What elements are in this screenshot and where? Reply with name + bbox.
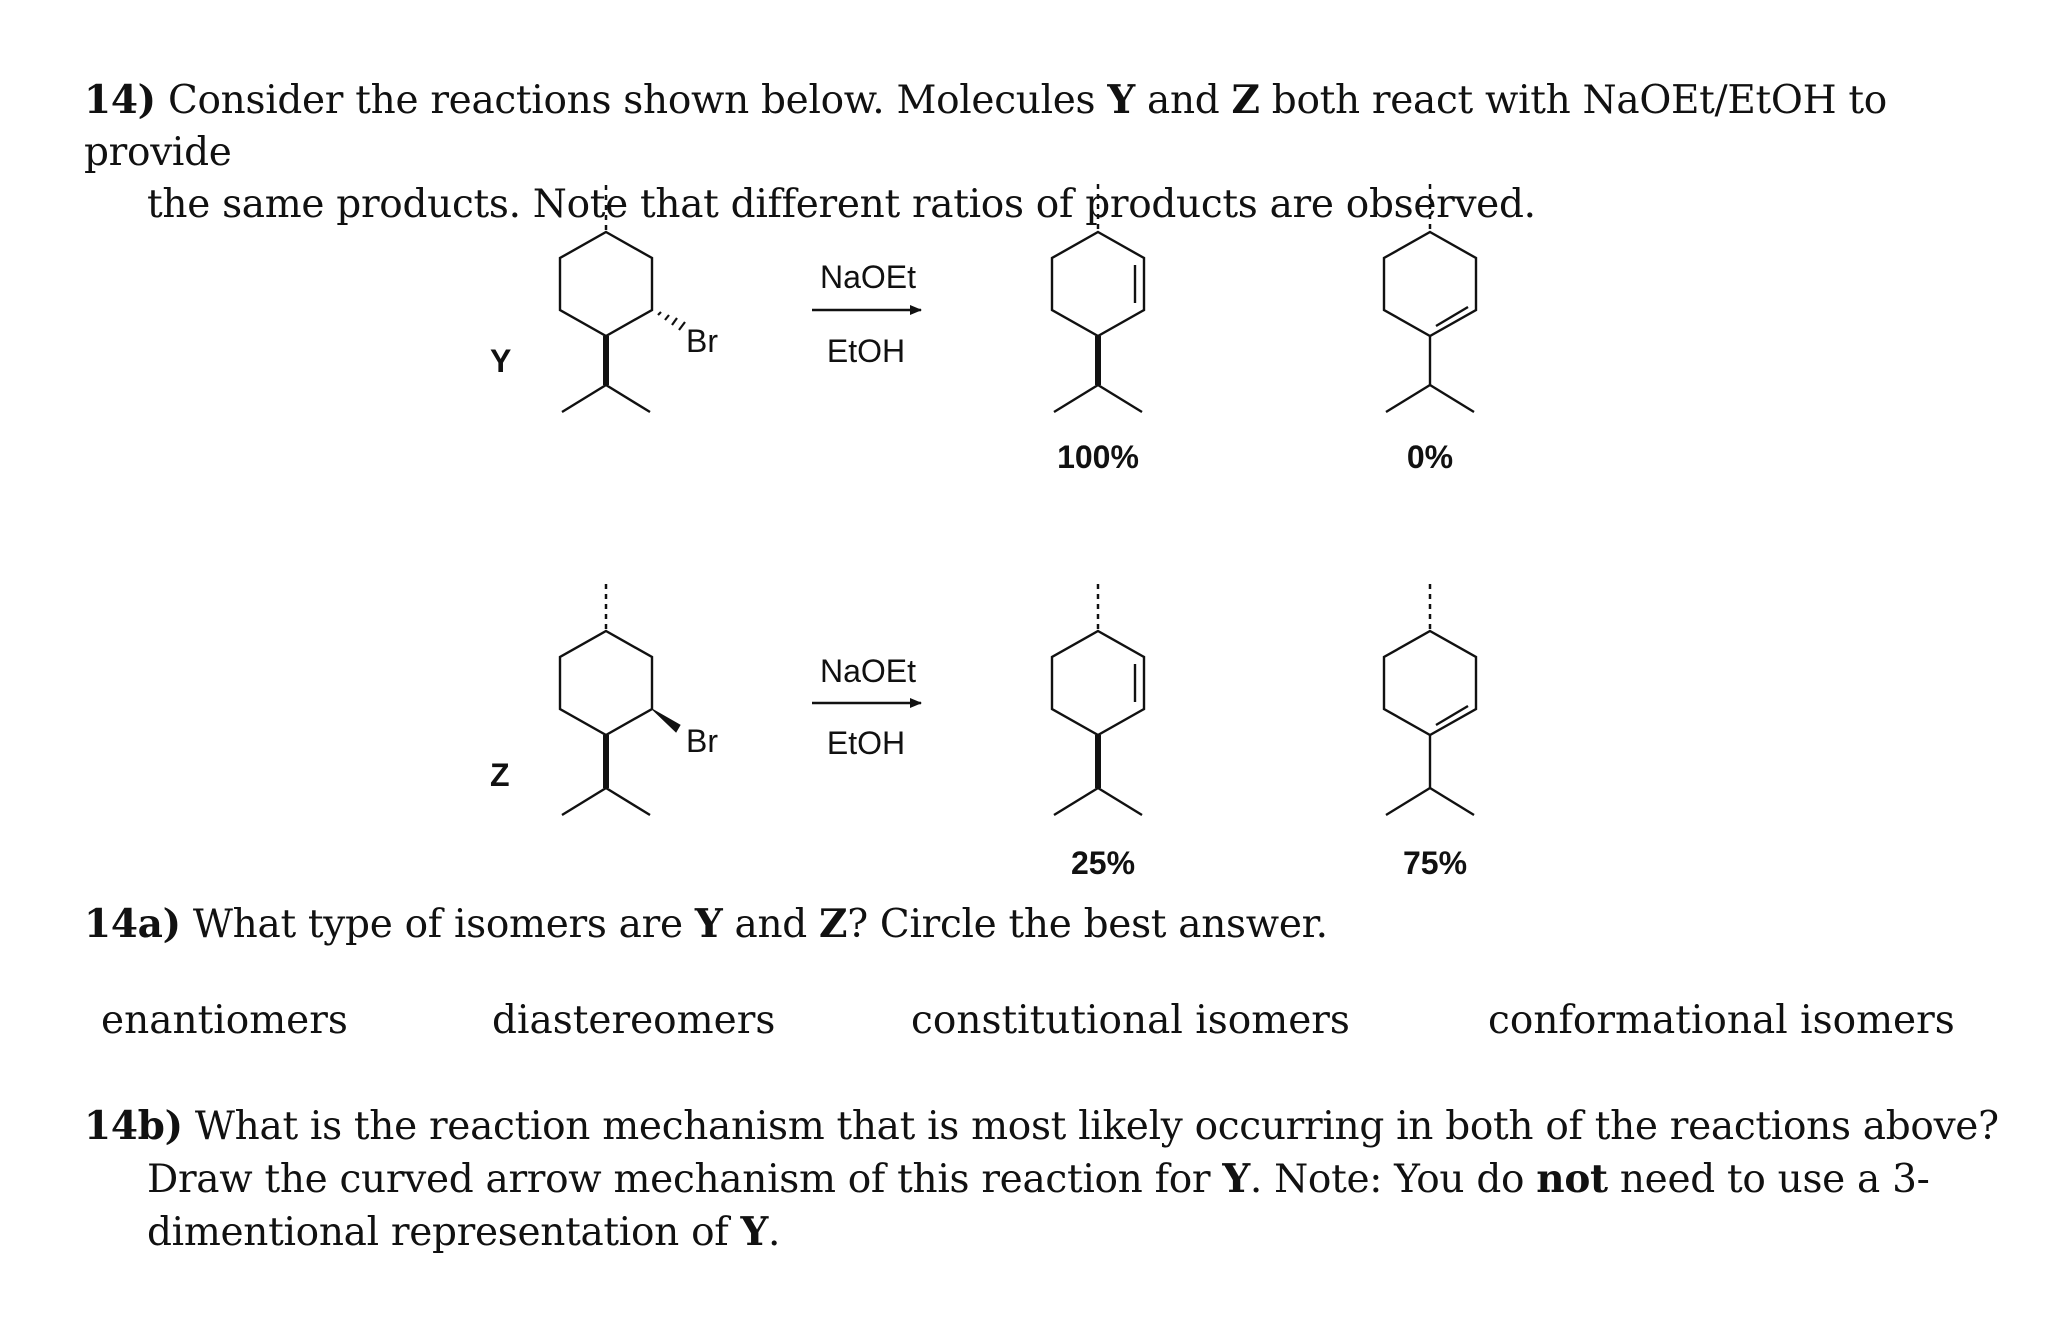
- cyclohexane-ring: [560, 232, 652, 336]
- molecule-z: [560, 584, 680, 815]
- question-number: 14b): [84, 1103, 183, 1149]
- product-1-percent: 100%: [1057, 439, 1139, 475]
- question-number: 14a): [84, 901, 181, 947]
- question-number: 14): [84, 77, 156, 123]
- question-14b-line-2: Draw the curved arrow mechanism of this reaction for Y. Note: You do not need to use a 3-: [147, 1156, 1930, 1202]
- question-14a-text: 14a) What type of isomers are Y and Z? Circle the best answer.: [84, 901, 1328, 947]
- solvent-label: EtOH: [826, 333, 906, 369]
- answer-choice-enantiomers[interactable]: enantiomers: [101, 998, 348, 1043]
- question-14-line-1: 14) Consider the reactions shown below. Molecules Y and Z both react with NaOEt/EtOH to provide: [84, 77, 1887, 175]
- answer-choice-constitutional-isomers[interactable]: constitutional isomers: [911, 998, 1350, 1043]
- molecule-label-y: Y: [490, 343, 512, 379]
- answer-choice-diastereomers[interactable]: diastereomers: [492, 998, 776, 1043]
- product-1-structure: [1052, 184, 1144, 412]
- product-2-structure: [1384, 584, 1476, 815]
- question-14b-text: [84, 1100, 1999, 1259]
- question-14-line-2: the same products. Note that different ratios of products are observed.: [147, 182, 1536, 227]
- question-14b-line-3: dimentional representation of Y.: [147, 1209, 781, 1255]
- molecule-label-z: Z: [490, 757, 510, 793]
- product-1-structure: [1052, 584, 1144, 815]
- product-2-structure: [1384, 184, 1476, 412]
- wedge-bond: [652, 709, 680, 732]
- cyclohexane-ring: [560, 631, 652, 735]
- reagent-label: NaOEt: [819, 653, 917, 689]
- leaving-group-label: Br: [686, 723, 718, 759]
- leaving-group-label: Br: [686, 323, 718, 359]
- molecule-y: [560, 185, 685, 412]
- question-14b-line-1: 14b) What is the reaction mechanism that is most likely occurring in both of the reactions above?: [84, 1103, 1999, 1149]
- product-1-percent: 25%: [1070, 845, 1136, 881]
- reagent-label: NaOEt: [819, 259, 917, 295]
- product-2-percent: 0%: [1406, 439, 1454, 475]
- product-2-percent: 75%: [1402, 845, 1468, 881]
- answer-choice-conformational-isomers[interactable]: conformational isomers: [1488, 998, 1955, 1043]
- hashed-wedge-bond: [658, 312, 685, 330]
- solvent-label: EtOH: [826, 725, 906, 761]
